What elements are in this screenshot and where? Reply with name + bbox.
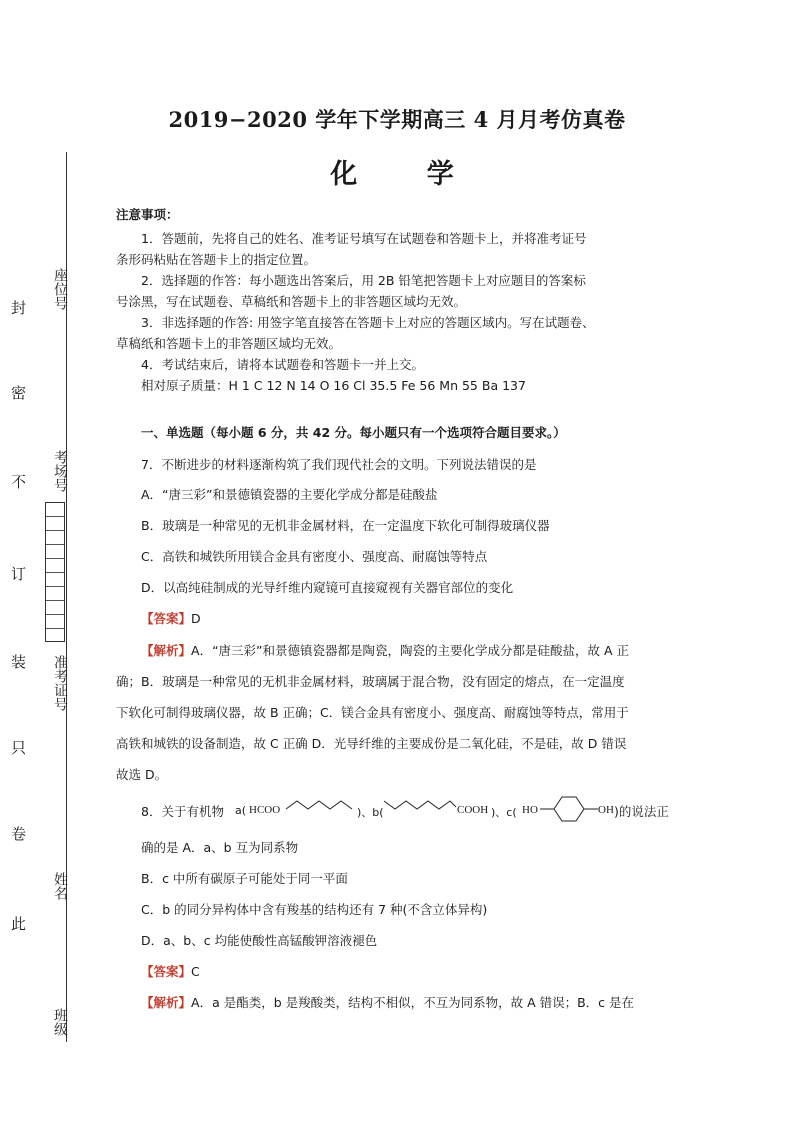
field-seat-number: 座位号: [52, 268, 68, 310]
q7-analysis-line: 下软化可制得玻璃仪器，故 B 正确；C．镁合金具有密度小、强度高、耐腐蚀等特点，常用于: [116, 705, 629, 720]
field-name: 姓名: [52, 872, 68, 900]
mol-a-chain: [286, 796, 356, 820]
seal-char: 订: [9, 566, 27, 581]
notice-line: 草稿纸和答题卡上的非答题区域均无效。: [116, 336, 342, 351]
mol-b-chain: [384, 796, 456, 820]
notice-line: 4．考试结束后，请将本试题卷和答题卡一并上交。: [141, 357, 424, 372]
answer-value: D: [191, 611, 201, 626]
field-exam-room: 考场号: [52, 450, 68, 492]
seal-char: 装: [9, 654, 27, 669]
analysis-tag: 【解析】: [141, 995, 192, 1010]
seal-char: 此: [9, 916, 27, 931]
q8-answer: [141, 962, 200, 980]
q8-mol-c-label: )、c(: [491, 806, 517, 819]
notice-line: 号涂黑，写在试题卷、草稿纸和答题卡上的非答题区域均无效。: [116, 294, 467, 309]
q7-analysis-line: 确；B．玻璃是一种常见的无机非金属材料，玻璃属于混合物，没有固定的熔点，在一定温度: [116, 674, 625, 689]
q8-option-b: B．c 中所有碳原子可能处于同一平面: [141, 871, 348, 886]
q7-analysis-line: 高铁和城铁的设备制造，故 C 正确 D．光导纤维的主要成份是二氧化硅，不是硅，故 D 错误: [116, 736, 627, 751]
subject-title: 化 学: [330, 159, 484, 190]
mol-c-cyclohexane: [538, 794, 600, 824]
q8-mol-a-group: HCOO: [249, 804, 281, 816]
notice-heading: 注意事项：: [116, 207, 179, 222]
q8-mol-c-ho: HO: [522, 804, 538, 816]
q8-mol-c-oh: OH: [598, 804, 614, 816]
q8-stem-line2: 确的是 A．a、b 互为同系物: [141, 840, 299, 855]
exam-number-boxes: [45, 502, 65, 642]
seal-char: 不: [9, 474, 27, 489]
answer-tag: 【答案】: [141, 611, 192, 626]
seal-char: 封: [9, 300, 27, 315]
notice-line: 1．答题前，先将自己的姓名、准考证号填写在试题卷和答题卡上，并将准考证号: [141, 231, 587, 246]
field-admission-number: 准考证号: [52, 655, 68, 711]
q7-stem: 7．不断进步的材料逐渐构筑了我们现代社会的文明。下列说法错误的是: [141, 457, 537, 472]
q8-mol-a-label: a(: [235, 804, 247, 817]
section-heading: 一、单选题（每小题 6 分，共 42 分。每小题只有一个选项符合题目要求。）: [141, 425, 566, 440]
seal-char: 只: [9, 740, 27, 755]
answer-tag: 【答案】: [141, 964, 192, 979]
q7-answer: [141, 609, 201, 627]
q8-option-c: C．b 的同分异构体中含有羧基的结构还有 7 种(不含立体异构): [141, 902, 488, 917]
q7-option-c: C．高铁和城铁所用镁合金具有密度小、强度高、耐腐蚀等特点: [141, 549, 488, 564]
q7-analysis-line: [141, 641, 629, 659]
notice-line: 3．非选择题的作答: 用签字笔直接答在答题卡上对应的答题区域内。写在试题卷、: [141, 315, 595, 330]
answer-value: C: [191, 964, 200, 979]
q8-stem-prefix: 8．关于有机物: [141, 804, 224, 819]
seal-char: 卷: [9, 826, 27, 841]
q8-mol-b-group: COOH: [457, 804, 489, 816]
q8-analysis-line: [141, 993, 634, 1011]
exam-title: 2019−2020 学年下学期高三 4 月月考仿真卷: [168, 107, 626, 132]
q8-option-d: D．a、b、c 均能使酸性高锰酸钾溶液褪色: [141, 933, 378, 948]
seal-char: 密: [9, 385, 27, 400]
field-class: 班级: [52, 1008, 68, 1036]
analysis-tag: 【解析】: [141, 643, 192, 658]
notice-line: 2．选择题的作答：每小题选出答案后，用 2B 铅笔把答题卡上对应题目的答案标: [141, 273, 586, 288]
notice-line: 条形码粘贴在答题卡上的指定位置。: [116, 252, 317, 267]
q7-option-a: A．“唐三彩”和景德镇瓷器的主要化学成分都是硅酸盐: [141, 487, 438, 502]
q8-mol-b-label: )、b(: [357, 806, 384, 819]
q7-analysis-line: 故选 D。: [116, 767, 168, 782]
atomic-mass-line: 相对原子质量：H 1 C 12 N 14 O 16 Cl 35.5 Fe 56 Mn 55 Ba 137: [141, 378, 526, 393]
q7-option-d: D．以高纯硅制成的光导纤维内窥镜可直接窥视有关器官部位的变化: [141, 580, 514, 595]
analysis-text: A．“唐三彩”和景德镇瓷器都是陶瓷，陶瓷的主要化学成分都是硅酸盐，故 A 正: [191, 643, 630, 658]
analysis-text: A．a 是酯类，b 是羧酸类，结构不相似，不互为同系物，故 A 错误；B．c 是在: [191, 995, 635, 1010]
q7-option-b: B．玻璃是一种常见的无机非金属材料，在一定温度下软化可制得玻璃仪器: [141, 518, 550, 533]
q8-stem-suffix: )的说法正: [614, 804, 669, 819]
